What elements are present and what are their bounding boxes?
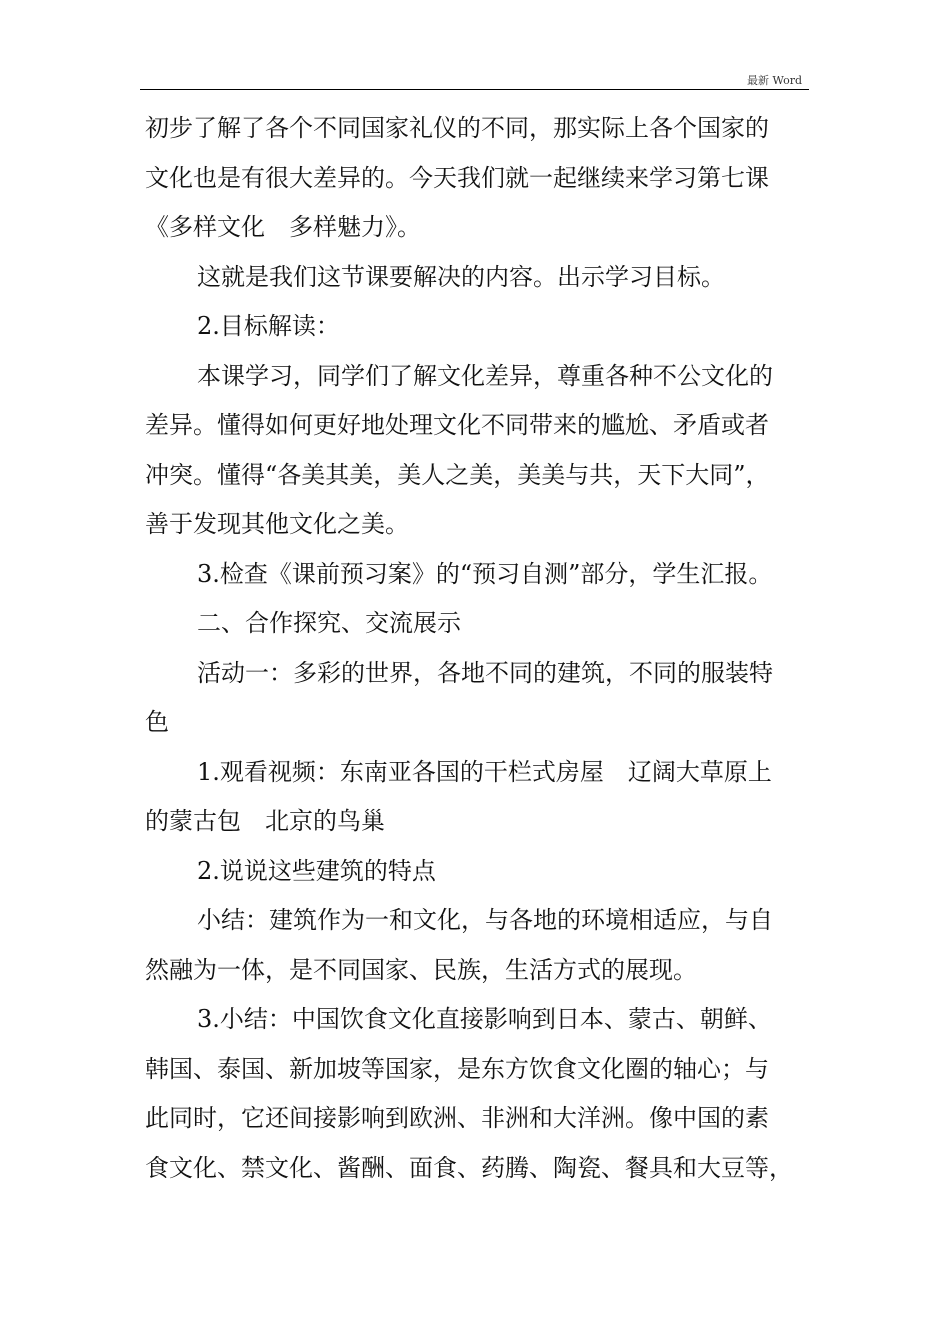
text-line-17: 小结：建筑作为一和文化，与各地的环境相适应，与自 — [197, 906, 773, 934]
text-line-8: 冲突。懂得“各美其美，美人之美，美美与共，天下大同”， — [145, 460, 770, 489]
text-line-14: 1.观看视频：东南亚各国的干栏式房屋 辽阔大草原上 — [197, 757, 772, 786]
text-line-4: 这就是我们这节课要解决的内容。出示学习目标。 — [197, 262, 725, 291]
header-rule — [140, 89, 809, 90]
text-line-6: 本课学习，同学们了解文化差异，尊重各种不公文化的 — [197, 361, 773, 390]
document-body — [145, 104, 825, 1193]
text-line-10: 3.检查《课前预习案》的“预习自测”部分，学生汇报。 — [197, 559, 773, 588]
text-line-13: 色 — [145, 708, 169, 736]
text-line-20: 韩国、泰国、新加坡等国家，是东方饮食文化圈的轴心；与 — [145, 1054, 769, 1083]
text-line-18: 然融为一体，是不同国家、民族，生活方式的展现。 — [145, 955, 697, 984]
text-line-2: 文化也是有很大差异的。今天我们就一起继续来学习第七课 — [145, 163, 769, 192]
text-line-15: 的蒙古包 北京的鸟巢 — [145, 807, 385, 835]
header-label: 最新 Word — [747, 74, 802, 87]
text-line-3: 《多样文化 多样魅力》。 — [145, 213, 421, 241]
text-line-11: 二、合作探究、交流展示 — [197, 609, 461, 637]
text-line-9: 善于发现其他文化之美。 — [145, 510, 409, 538]
text-line-5: 2.目标解读： — [197, 312, 340, 340]
text-line-12: 活动一：多彩的世界，各地不同的建筑，不同的服装特 — [197, 658, 773, 687]
text-line-1: 初步了解了各个不同国家礼仪的不同，那实际上各个国家的 — [145, 114, 769, 142]
text-line-16: 2.说说这些建筑的特点 — [197, 856, 436, 885]
text-line-7: 差异。懂得如何更好地处理文化不同带来的尴尬、矛盾或者 — [145, 411, 769, 439]
text-line-19: 3.小结：中国饮食文化直接影响到日本、蒙古、朝鲜、 — [197, 1005, 772, 1033]
text-line-22: 食文化、禁文化、酱酬、面食、药腾、陶瓷、餐具和大豆等， — [145, 1153, 793, 1182]
text-line-21: 此同时，它还间接影响到欧洲、非洲和大洋洲。像中国的素 — [145, 1104, 769, 1132]
